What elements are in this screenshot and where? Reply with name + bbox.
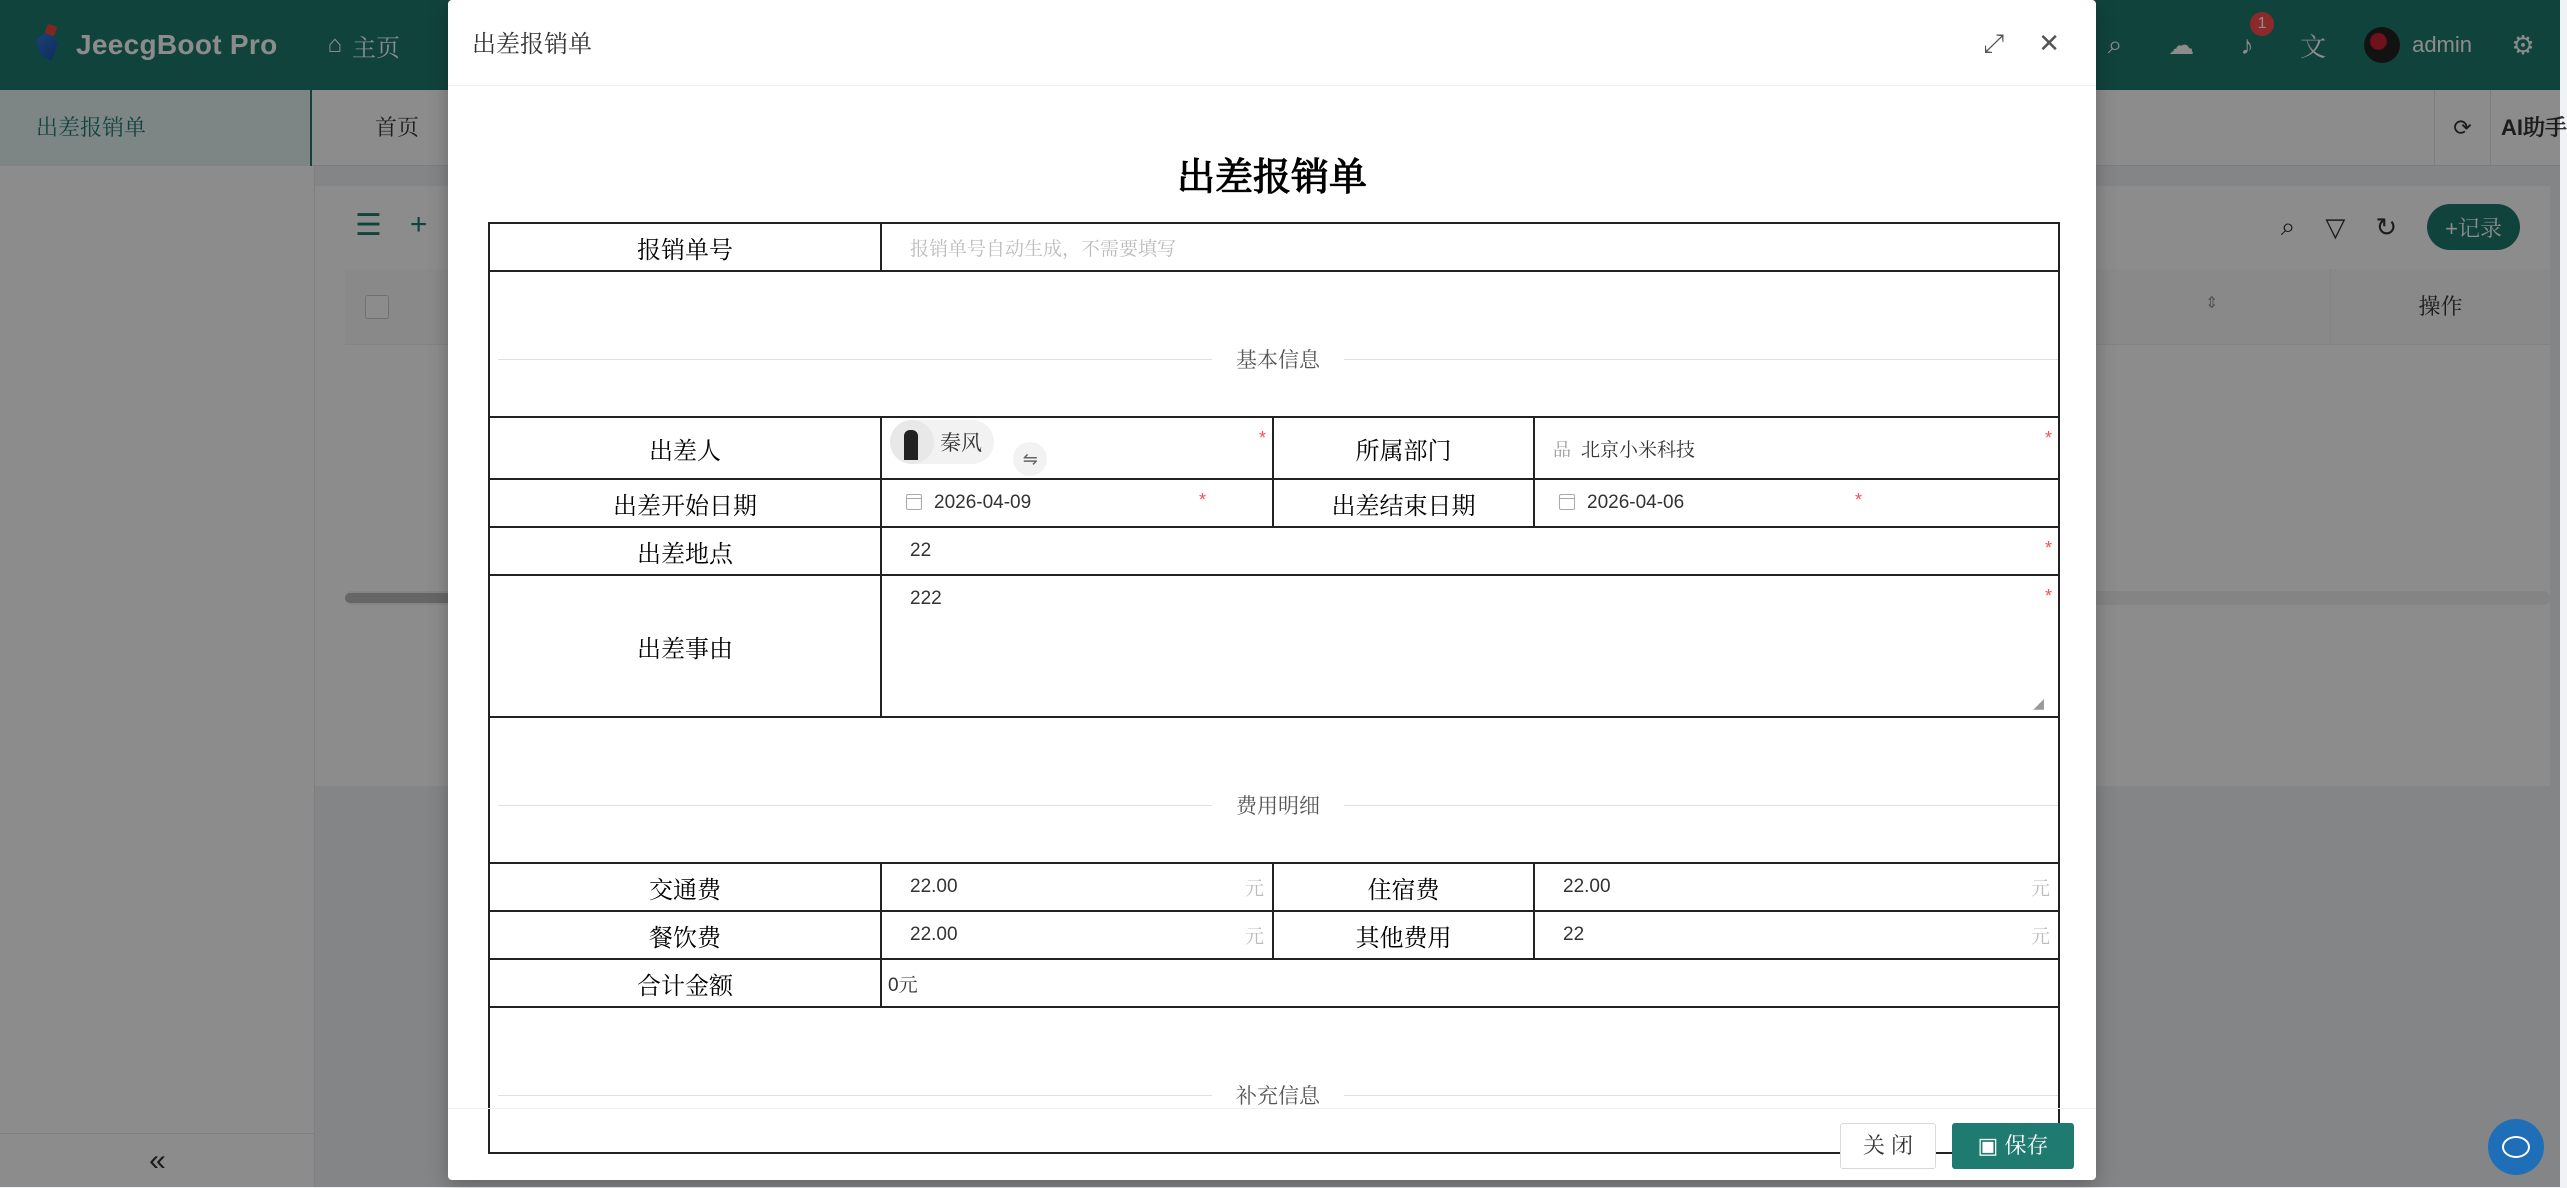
modal-title: 出差报销单 <box>472 31 592 58</box>
dept-field[interactable]: 品 北京小米科技 * <box>1534 417 2059 479</box>
place-input[interactable]: 22 * <box>881 527 2059 575</box>
cloud-upload-icon[interactable]: ☁ <box>2168 29 2195 60</box>
home-icon: ⌂ <box>327 31 342 58</box>
reimbursement-modal <box>448 0 2096 1180</box>
section-extra-info: 补充信息 <box>489 1007 2059 1153</box>
save-button-label: 保存 <box>2004 1133 2049 1158</box>
app-name: JeecgBoot Pro <box>76 29 278 60</box>
calendar-icon <box>1559 494 1575 510</box>
meal-fee-label: 餐饮费 <box>489 911 881 959</box>
bell-icon[interactable]: ♪ 1 <box>2232 30 2262 61</box>
total-label: 合计金额 <box>489 959 881 1007</box>
refresh-icon[interactable]: ⟳ <box>2434 90 2490 166</box>
traffic-fee-input[interactable]: 22.00 元 <box>881 863 1273 911</box>
reason-label: 出差事由 <box>489 575 881 717</box>
start-date-picker[interactable]: 2026-04-09 * <box>881 479 1273 527</box>
other-fee-input[interactable]: 22 元 <box>1534 911 2059 959</box>
meal-fee-input[interactable]: 22.00 元 <box>881 911 1273 959</box>
reason-textarea[interactable]: 222 * ◢ <box>881 575 2059 717</box>
end-date-label: 出差结束日期 <box>1273 479 1534 527</box>
traveler-name: 秦风 <box>940 432 982 455</box>
gear-icon[interactable]: ⚙ <box>2511 29 2535 60</box>
dept-value: 北京小米科技 <box>1581 439 1696 461</box>
other-fee-label: 其他费用 <box>1273 911 1534 959</box>
fullscreen-icon[interactable]: ⤢ <box>1983 28 2005 58</box>
collapse-sidebar-icon[interactable]: « <box>0 1133 315 1187</box>
code-input[interactable]: 报销单号自动生成，不需要填写 <box>881 223 2059 271</box>
hotel-fee-label: 住宿费 <box>1273 863 1534 911</box>
chat-bubble-icon[interactable] <box>2488 1119 2544 1175</box>
org-tree-icon: 品 <box>1553 439 1571 460</box>
filter-icon[interactable]: ▽ <box>2325 211 2346 242</box>
hotel-fee-input[interactable]: 22.00 元 <box>1534 863 2059 911</box>
user-name[interactable]: admin <box>2412 32 2472 57</box>
close-button[interactable]: 关 闭 <box>1840 1123 1936 1169</box>
search-icon[interactable]: ⌕ <box>2107 29 2123 59</box>
user-avatar <box>890 420 934 464</box>
traveler-field[interactable]: 秦风 ⇋ * <box>881 417 1273 479</box>
traveler-label: 出差人 <box>489 417 881 479</box>
ai-assistant-button[interactable]: AI助手 <box>2490 90 2560 166</box>
nav-home-label: 主页 <box>352 34 400 62</box>
user-chip[interactable] <box>890 420 994 464</box>
notify-badge: 1 <box>2250 12 2274 36</box>
save-icon: ▣ <box>1977 1133 2005 1158</box>
section-fee-detail: 费用明细 <box>489 717 2059 863</box>
close-icon[interactable]: ✕ <box>2038 28 2060 58</box>
code-label: 报销单号 <box>489 223 881 271</box>
reload-icon[interactable]: ↻ <box>2375 211 2398 242</box>
end-date-picker[interactable]: 2026-04-06 * <box>1534 479 2059 527</box>
total-value: 0元 <box>881 959 2059 1007</box>
swap-icon[interactable]: ⇋ <box>1013 442 1047 476</box>
dept-label: 所属部门 <box>1273 417 1534 479</box>
modal-footer <box>448 1108 2096 1180</box>
save-button[interactable] <box>1952 1123 2074 1169</box>
start-date-label: 出差开始日期 <box>489 479 881 527</box>
menu-icon[interactable]: ☰ <box>355 209 382 242</box>
document-title: 出差报销单 <box>1176 157 1367 199</box>
calendar-icon <box>906 494 922 510</box>
resize-handle-icon[interactable]: ◢ <box>2033 695 2044 711</box>
section-basic-info: 基本信息 <box>489 271 2059 417</box>
add-icon[interactable]: + <box>409 208 428 241</box>
modal-body[interactable] <box>448 86 2096 1108</box>
translate-icon[interactable]: 文 <box>2300 31 2327 62</box>
sort-icon[interactable]: ⇕ <box>2205 295 2219 312</box>
reimbursement-form <box>488 222 2060 1154</box>
menu-item-travel-reimbursement[interactable]: 出差报销单 <box>0 90 312 166</box>
traffic-fee-label: 交通费 <box>489 863 881 911</box>
search-icon[interactable]: ⌕ <box>2280 211 2296 241</box>
tab-home[interactable]: 首页 <box>375 115 420 140</box>
place-label: 出差地点 <box>489 527 881 575</box>
modal-header <box>448 0 2096 86</box>
operation-column-header: 操作 <box>2330 269 2550 345</box>
add-record-button[interactable]: +记录 <box>2427 204 2520 250</box>
